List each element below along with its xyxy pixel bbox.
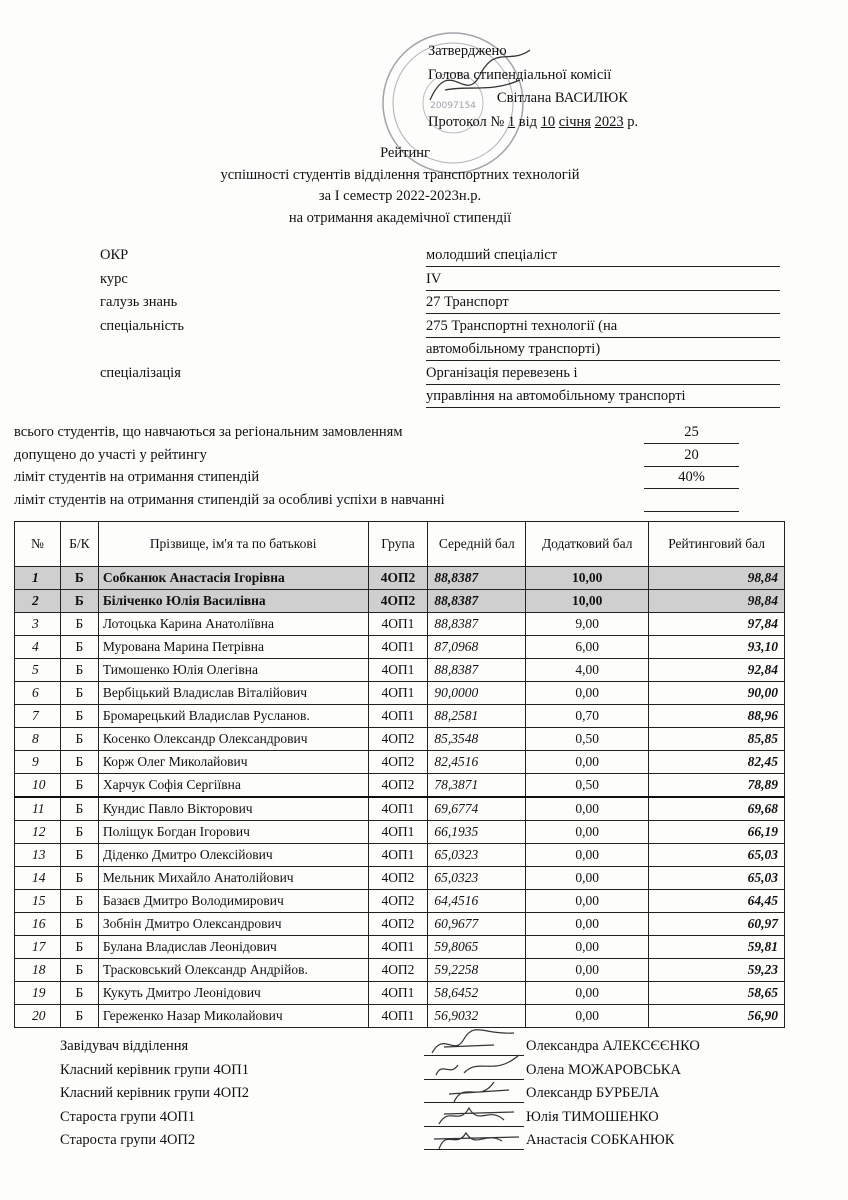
student-name: Діденко Дмитро Олексійович [98,844,368,867]
param-value: молодший спеціаліст [426,247,780,267]
rating-score: 88,96 [649,705,785,728]
extra-score: 0,00 [526,751,649,774]
param-row [100,362,780,386]
table-row [15,890,785,913]
row-bk: Б [60,636,98,659]
extra-score: 0,00 [526,982,649,1005]
stat-row [14,490,734,513]
student-name: Мурована Марина Петрівна [98,636,368,659]
param-label: ОКР [100,247,129,263]
student-name: Корж Олег Миколайович [98,751,368,774]
row-group: 4ОП1 [368,844,428,867]
signature-role: Класний керівник групи 4ОП2 [60,1085,249,1101]
row-number: 9 [15,751,61,774]
protocol-number: 1 [507,113,516,130]
row-number: 13 [15,844,61,867]
rating-score: 59,23 [649,959,785,982]
stat-value: 25 [644,424,739,444]
extra-score: 0,00 [526,959,649,982]
row-number: 19 [15,982,61,1005]
table-row [15,682,785,705]
row-bk: Б [60,705,98,728]
row-number: 7 [15,705,61,728]
signature-line [424,1149,524,1150]
signature-role: Староста групи 4ОП2 [60,1132,196,1148]
document-title [0,143,800,229]
extra-score: 0,00 [526,844,649,867]
rating-score: 60,97 [649,913,785,936]
signature-person: Олександра АЛЕКСЄЄНКО [526,1038,700,1054]
signature-person: Олена МОЖАРОВСЬКА [526,1061,681,1078]
extra-score: 0,00 [526,913,649,936]
row-bk: Б [60,728,98,751]
row-bk: Б [60,774,98,798]
average-score: 65,0323 [428,867,526,890]
student-name: Собканюк Анастасія Ігорівна [98,567,368,590]
rating-table [14,521,785,1028]
param-row [100,315,780,339]
protocol-day: 10 [540,113,556,130]
row-bk: Б [60,913,98,936]
signature-person: Олександр БУРБЕЛА [526,1085,660,1101]
table-row [15,936,785,959]
row-number: 3 [15,613,61,636]
protocol-from: від [518,113,538,130]
param-value: 27 Транспорт [426,294,780,314]
rating-score: 78,89 [649,774,785,798]
extra-score: 0,00 [526,821,649,844]
signature-row [60,1082,760,1106]
rating-score: 90,00 [649,682,785,705]
row-bk: Б [60,659,98,682]
param-row [100,268,780,292]
row-number: 4 [15,636,61,659]
row-bk: Б [60,567,98,590]
row-number: 18 [15,959,61,982]
row-bk: Б [60,867,98,890]
table-row [15,797,785,821]
signature-role: Класний керівник групи 4ОП1 [60,1061,249,1078]
param-row [100,291,780,315]
approval-title: Затверджено [428,43,507,59]
extra-score: 9,00 [526,613,649,636]
row-bk: Б [60,844,98,867]
row-group: 4ОП2 [368,867,428,890]
col-header-number: № [15,522,61,567]
table-row [15,982,785,1005]
row-number: 15 [15,890,61,913]
param-value: Організація перевезень і [426,365,780,385]
average-score: 64,4516 [428,890,526,913]
signature-role: Староста групи 4ОП1 [60,1108,196,1125]
row-group: 4ОП2 [368,751,428,774]
rating-score: 58,65 [649,982,785,1005]
table-row [15,751,785,774]
row-bk: Б [60,613,98,636]
stat-label: всього студентів, що навчаються за регіональним замовленням [14,424,403,440]
average-score: 56,9032 [428,1005,526,1028]
extra-score: 0,50 [526,728,649,751]
extra-score: 0,00 [526,867,649,890]
average-score: 88,2581 [428,705,526,728]
extra-score: 0,00 [526,797,649,821]
row-group: 4ОП1 [368,936,428,959]
average-score: 90,0000 [428,682,526,705]
table-row [15,821,785,844]
average-score: 59,8065 [428,936,526,959]
table-row [15,774,785,798]
param-row [100,338,780,362]
rating-score: 65,03 [649,867,785,890]
rating-score: 85,85 [649,728,785,751]
col-header-bk: Б/К [60,522,98,567]
col-header-average: Середній бал [428,522,526,567]
param-value: 275 Транспортні технології (на [426,318,780,338]
student-name: Кундис Павло Вікторович [98,797,368,821]
param-row [100,244,780,268]
table-row [15,705,785,728]
table-row [15,659,785,682]
average-score: 60,9677 [428,913,526,936]
row-group: 4ОП2 [368,567,428,590]
row-number: 20 [15,1005,61,1028]
param-label: галузь знань [100,294,178,310]
param-row [100,385,780,409]
row-bk: Б [60,590,98,613]
extra-score: 6,00 [526,636,649,659]
row-number: 12 [15,821,61,844]
table-row [15,913,785,936]
param-label: курс [100,270,128,287]
student-name: Булана Владислав Леонідович [98,936,368,959]
student-name: Гереженко Назар Миколайович [98,1005,368,1028]
title-line-3: за І семестр 2022-2023н.р. [318,188,482,204]
average-score: 82,4516 [428,751,526,774]
table-header-row [15,522,785,567]
approval-name: Світлана ВАСИЛЮК [496,90,628,106]
stat-row [14,467,734,490]
table-row [15,590,785,613]
stat-value: 20 [644,447,739,467]
row-group: 4ОП1 [368,821,428,844]
row-bk: Б [60,890,98,913]
table-row [15,613,785,636]
row-bk: Б [60,936,98,959]
row-group: 4ОП1 [368,659,428,682]
student-name: Лотоцька Карина Анатоліївна [98,613,368,636]
rating-score: 59,81 [649,936,785,959]
rating-score: 65,03 [649,844,785,867]
average-score: 59,2258 [428,959,526,982]
student-name: Косенко Олександр Олександрович [98,728,368,751]
row-bk: Б [60,797,98,821]
stat-value: 40% [644,469,739,489]
row-number: 10 [15,774,61,798]
rating-score: 56,90 [649,1005,785,1028]
row-group: 4ОП1 [368,613,428,636]
table-row [15,867,785,890]
protocol-year: 2023 [594,113,624,130]
stat-row [14,445,734,468]
extra-score: 0,00 [526,682,649,705]
average-score: 88,8387 [428,590,526,613]
row-number: 8 [15,728,61,751]
extra-score: 10,00 [526,590,649,613]
student-name: Вербіцький Владислав Віталійович [98,682,368,705]
param-value: IV [426,271,780,291]
average-score: 88,8387 [428,567,526,590]
row-group: 4ОП1 [368,982,428,1005]
average-score: 85,3548 [428,728,526,751]
table-row [15,1005,785,1028]
col-header-score: Рейтинговий бал [649,522,785,567]
stat-value [644,492,739,512]
table-row [15,959,785,982]
row-group: 4ОП2 [368,774,428,798]
signature-row [60,1035,760,1059]
student-name: Кукуть Дмитро Леонідович [98,982,368,1005]
row-group: 4ОП1 [368,797,428,821]
signature-person: Юлія ТИМОШЕНКО [526,1108,659,1125]
extra-score: 0,00 [526,890,649,913]
rating-score: 98,84 [649,567,785,590]
rating-score: 98,84 [649,590,785,613]
protocol-prefix: Протокол № [428,113,505,130]
row-bk: Б [60,982,98,1005]
row-number: 16 [15,913,61,936]
program-parameters [100,244,780,409]
stat-label: ліміт студентів на отримання стипендій [14,469,260,485]
row-bk: Б [60,1005,98,1028]
rating-score: 82,45 [649,751,785,774]
rating-score: 92,84 [649,659,785,682]
average-score: 69,6774 [428,797,526,821]
chair-signature [420,45,540,115]
row-group: 4ОП1 [368,636,428,659]
row-number: 2 [15,590,61,613]
row-group: 4ОП2 [368,728,428,751]
signatures-block [60,1035,760,1153]
signature-row [60,1106,760,1130]
student-name: Біліченко Юлія Василівна [98,590,368,613]
row-group: 4ОП2 [368,890,428,913]
table-row [15,728,785,751]
rating-score: 93,10 [649,636,785,659]
row-number: 14 [15,867,61,890]
student-name: Базаєв Дмитро Володимирович [98,890,368,913]
extra-score: 4,00 [526,659,649,682]
rating-score: 66,19 [649,821,785,844]
student-name: Поліщук Богдан Ігорович [98,821,368,844]
title-line-4: на отримання академічної стипендії [288,209,512,226]
extra-score: 0,00 [526,1005,649,1028]
average-score: 66,1935 [428,821,526,844]
table-row [15,567,785,590]
protocol-month: січня [558,113,591,130]
average-score: 58,6452 [428,982,526,1005]
average-score: 88,8387 [428,613,526,636]
extra-score: 10,00 [526,567,649,590]
average-score: 65,0323 [428,844,526,867]
student-name: Мельник Михайло Анатолійович [98,867,368,890]
row-bk: Б [60,682,98,705]
signature-row [60,1129,760,1153]
row-number: 11 [15,797,61,821]
param-value: автомобільному транспорті) [426,341,780,361]
signature-row [60,1059,760,1083]
table-row [15,844,785,867]
stat-label: ліміт студентів на отримання стипендій за особливі успіхи в навчанні [14,491,445,508]
signature-person: Анастасія СОБКАНЮК [526,1132,675,1148]
student-stats [14,422,734,512]
average-score: 87,0968 [428,636,526,659]
table-row [15,636,785,659]
approval-position: Голова стипендіальної комісії [428,66,612,83]
student-name: Харчук Софія Сергіївна [98,774,368,798]
row-group: 4ОП2 [368,959,428,982]
row-bk: Б [60,751,98,774]
param-label: спеціалізація [100,364,181,381]
stat-row [14,422,734,445]
row-group: 4ОП1 [368,1005,428,1028]
extra-score: 0,00 [526,936,649,959]
rating-score: 64,45 [649,890,785,913]
row-group: 4ОП2 [368,590,428,613]
extra-score: 0,50 [526,774,649,798]
row-bk: Б [60,821,98,844]
table-body [15,567,785,1028]
rating-score: 97,84 [649,613,785,636]
row-number: 17 [15,936,61,959]
param-label: спеціальність [100,317,185,334]
student-name: Зобнін Дмитро Олександрович [98,913,368,936]
student-name: Трасковський Олександр Андрійов. [98,959,368,982]
title-line-1: Рейтинг [380,145,430,161]
param-value: управління на автомобільному транспорті [426,388,780,408]
col-header-group: Група [368,522,428,567]
average-score: 78,3871 [428,774,526,798]
row-bk: Б [60,959,98,982]
row-number: 6 [15,682,61,705]
stat-label: допущено до участі у рейтингу [14,446,207,463]
protocol-suffix: р. [627,113,639,130]
student-name: Бромарецький Владислав Русланов. [98,705,368,728]
student-name: Тимошенко Юлія Олегівна [98,659,368,682]
row-number: 1 [15,567,61,590]
row-number: 5 [15,659,61,682]
average-score: 88,8387 [428,659,526,682]
rating-score: 69,68 [649,797,785,821]
row-group: 4ОП1 [368,682,428,705]
svg-text:20097154: 20097154 [430,101,476,111]
col-header-name: Прізвище, ім'я та по батькові [98,522,368,567]
extra-score: 0,70 [526,705,649,728]
col-header-extra: Додатковий бал [526,522,649,567]
row-group: 4ОП2 [368,913,428,936]
signature-role: Завідувач відділення [60,1038,189,1054]
row-group: 4ОП1 [368,705,428,728]
title-line-2: успішності студентів відділення транспортних технологій [220,166,580,183]
